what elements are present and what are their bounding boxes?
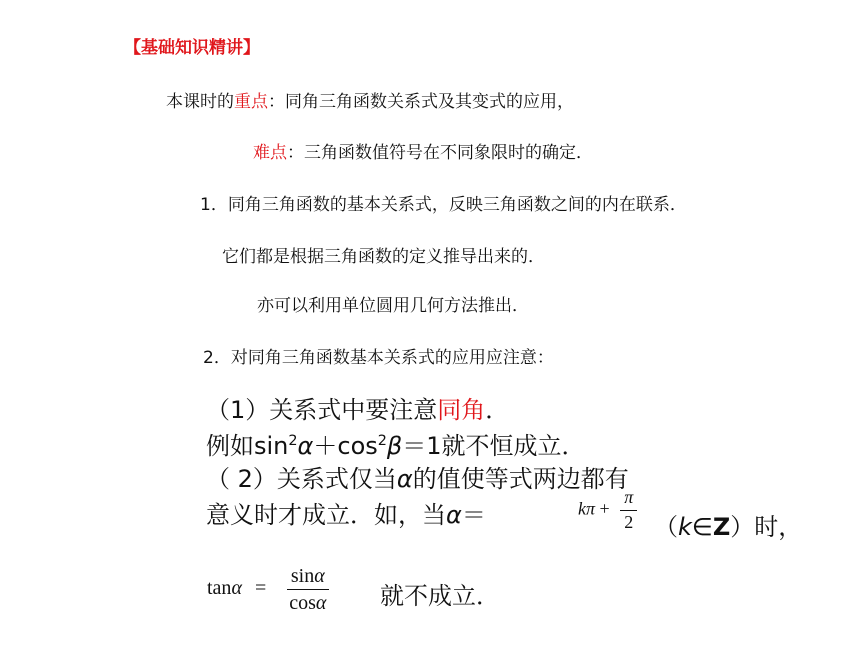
item-2-alpha: α (396, 465, 413, 493)
condition-in: ∈ (691, 513, 713, 541)
k-condition (654, 507, 802, 542)
item-2-line-2-prefix: 意义时才成立．如，当 (206, 501, 446, 529)
item-2-line-2-alpha: α (446, 501, 462, 529)
example-prefix: 例如sin (206, 432, 289, 460)
not-valid-text: 就不成立． (380, 582, 500, 610)
formula-k: k (578, 498, 586, 519)
focus-rest: ：同角三角函数关系式及其变式的应用， (268, 92, 574, 112)
difficulty-highlight: 难点 (253, 143, 287, 163)
example-line (206, 426, 586, 461)
focus-line (166, 87, 574, 112)
tan-equals: = (254, 577, 267, 600)
difficulty-line (253, 138, 593, 163)
k-pi-formula (578, 488, 643, 533)
condition-Z: Z (712, 513, 731, 541)
cos-denominator (285, 590, 330, 614)
item-2-line-2 (206, 495, 486, 530)
condition-open: （ (654, 513, 678, 541)
item-2-line-2-eq: ＝ (461, 501, 486, 529)
section-heading: 【基础知识精讲】 (124, 38, 260, 58)
pi-over-two-fraction (620, 488, 637, 533)
example-alpha: α (297, 432, 314, 460)
sin-numerator (287, 565, 329, 590)
sin-alpha: α (314, 565, 325, 587)
item-2-line-1 (206, 459, 629, 494)
example-suffix: ＝1就不恒成立． (402, 432, 586, 460)
point-1-line-2: 它们都是根据三角函数的定义推导出来的． (222, 247, 545, 267)
example-exp-2: 2 (377, 433, 387, 449)
point-2: 2．对同角三角函数基本关系式的应用应注意： (203, 348, 554, 368)
cos-alpha: α (315, 592, 327, 614)
formula-pi: π (586, 498, 596, 519)
item-1-suffix: ． (485, 396, 510, 424)
cos-fn: cos (289, 592, 316, 614)
focus-highlight: 重点 (234, 92, 268, 112)
fraction-numerator: π (620, 488, 637, 511)
example-mid: ＋cos (313, 432, 378, 460)
point-1-line-3: 亦可以利用单位圆用几何方法推出． (257, 296, 529, 316)
point-1: 1．同角三角函数的基本关系式，反映三角函数之间的内在联系． (200, 195, 687, 215)
item-1-prefix: （1）关系式中要注意 (206, 396, 438, 424)
formula-plus: + (599, 498, 610, 519)
tan-alpha: α (231, 577, 242, 600)
condition-close: ）时， (730, 513, 803, 541)
item-2-prefix: （ 2）关系式仅当 (206, 465, 397, 493)
tan-formula (207, 565, 336, 614)
fraction-denominator: 2 (624, 511, 634, 532)
item-1 (206, 390, 509, 425)
sin-fn: sin (290, 565, 315, 587)
difficulty-rest: ：三角函数值符号在不同象限时的确定． (287, 143, 593, 163)
sin-over-cos-fraction (285, 565, 330, 614)
example-exp-1: 2 (288, 433, 298, 449)
condition-k: k (678, 513, 692, 541)
tan-lhs: tan (207, 577, 232, 600)
item-1-highlight: 同角 (437, 396, 486, 424)
item-2-suffix: 的值使等式两边都有 (412, 465, 629, 493)
focus-prefix: 本课时的 (166, 92, 234, 112)
example-beta: β (386, 432, 403, 460)
